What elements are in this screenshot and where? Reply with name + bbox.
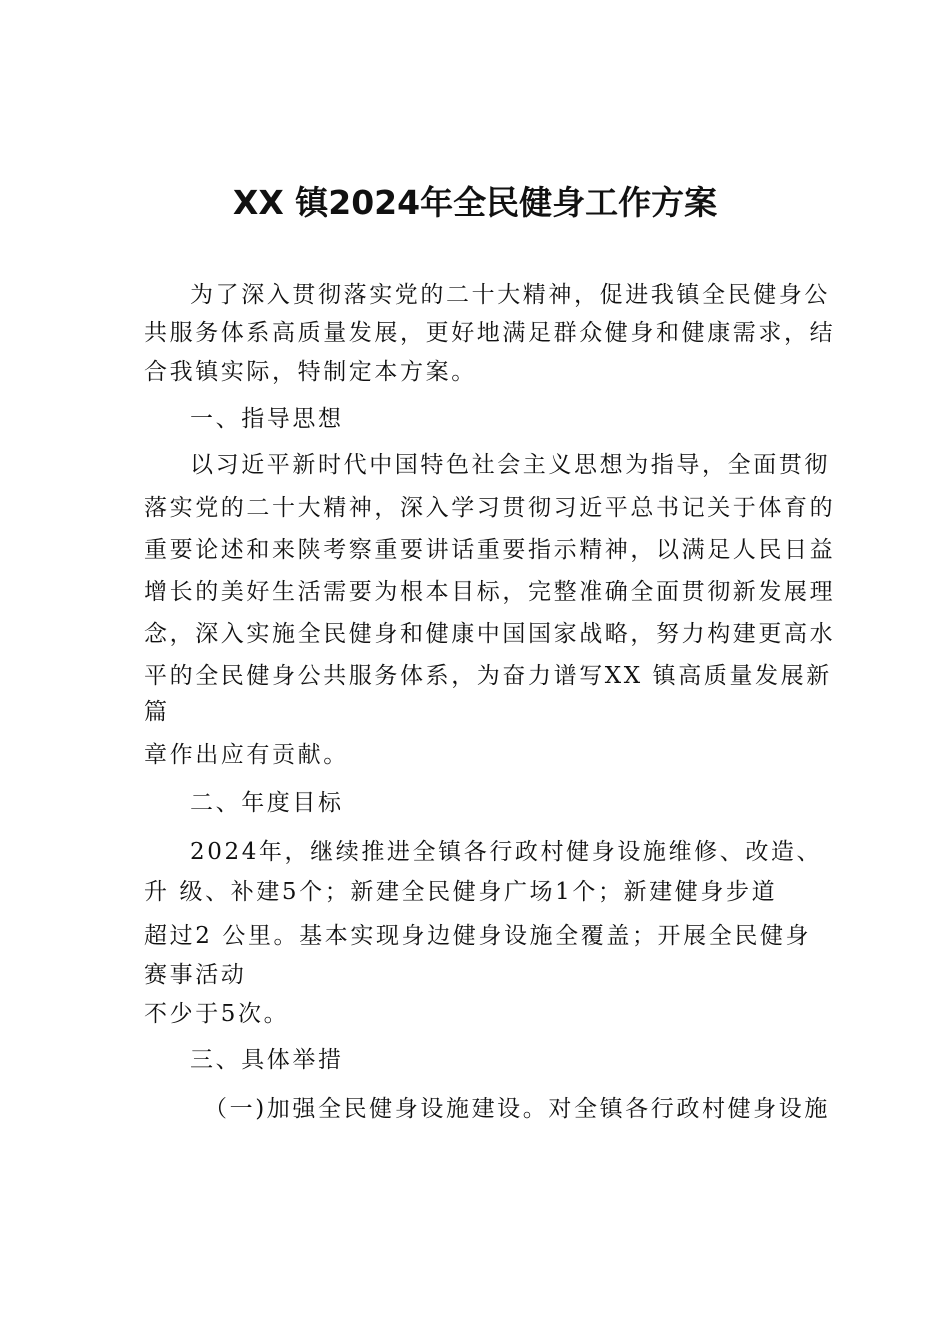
- paragraph-line: （一)加强全民健身设施建设。对全镇各行政村健身设施: [204, 1096, 830, 1122]
- paragraph-line: 重要论述和来陕考察重要讲话重要指示精神，以满足人民日益: [144, 537, 836, 563]
- paragraph-line: 为了深入贯彻落实党的二十大精神，促进我镇全民健身公: [190, 282, 830, 308]
- paragraph-line: 章作出应有贡献。: [144, 742, 349, 768]
- paragraph-line: 赛事活动: [144, 962, 247, 988]
- paragraph-line: 以习近平新时代中国特色社会主义思想为指导，全面贯彻: [190, 452, 830, 478]
- paragraph-line: 共服务体系高质量发展，更好地满足群众健身和健康需求，结: [144, 320, 836, 346]
- paragraph-line: 增长的美好生活需要为根本目标，完整准确全面贯彻新发展理: [144, 579, 836, 605]
- paragraph-line: 不少于5次。: [144, 1001, 290, 1027]
- document-title: XX 镇2024年全民健身工作方案: [232, 183, 718, 222]
- paragraph-line: 落实党的二十大精神，深入学习贯彻习近平总书记关于体育的: [144, 495, 836, 521]
- paragraph-line: 篇: [144, 699, 170, 725]
- paragraph-line: 平的全民健身公共服务体系，为奋力谱写XX 镇高质量发展新: [144, 663, 832, 689]
- paragraph-line: 升 级、补建5个；新建全民健身广场1个；新建健身步道: [144, 879, 778, 905]
- section-heading: 二、年度目标: [190, 790, 344, 816]
- paragraph-line: 念，深入实施全民健身和健康中国国家战略，努力构建更高水: [144, 621, 836, 647]
- section-heading: 一、指导思想: [190, 406, 344, 432]
- paragraph-line: 合我镇实际，特制定本方案。: [144, 359, 477, 385]
- paragraph-line: 超过2 公里。基本实现身边健身设施全覆盖；开展全民健身: [144, 923, 812, 949]
- section-heading: 三、具体举措: [190, 1047, 344, 1073]
- paragraph-line: 2024年，继续推进全镇各行政村健身设施维修、改造、: [190, 839, 823, 865]
